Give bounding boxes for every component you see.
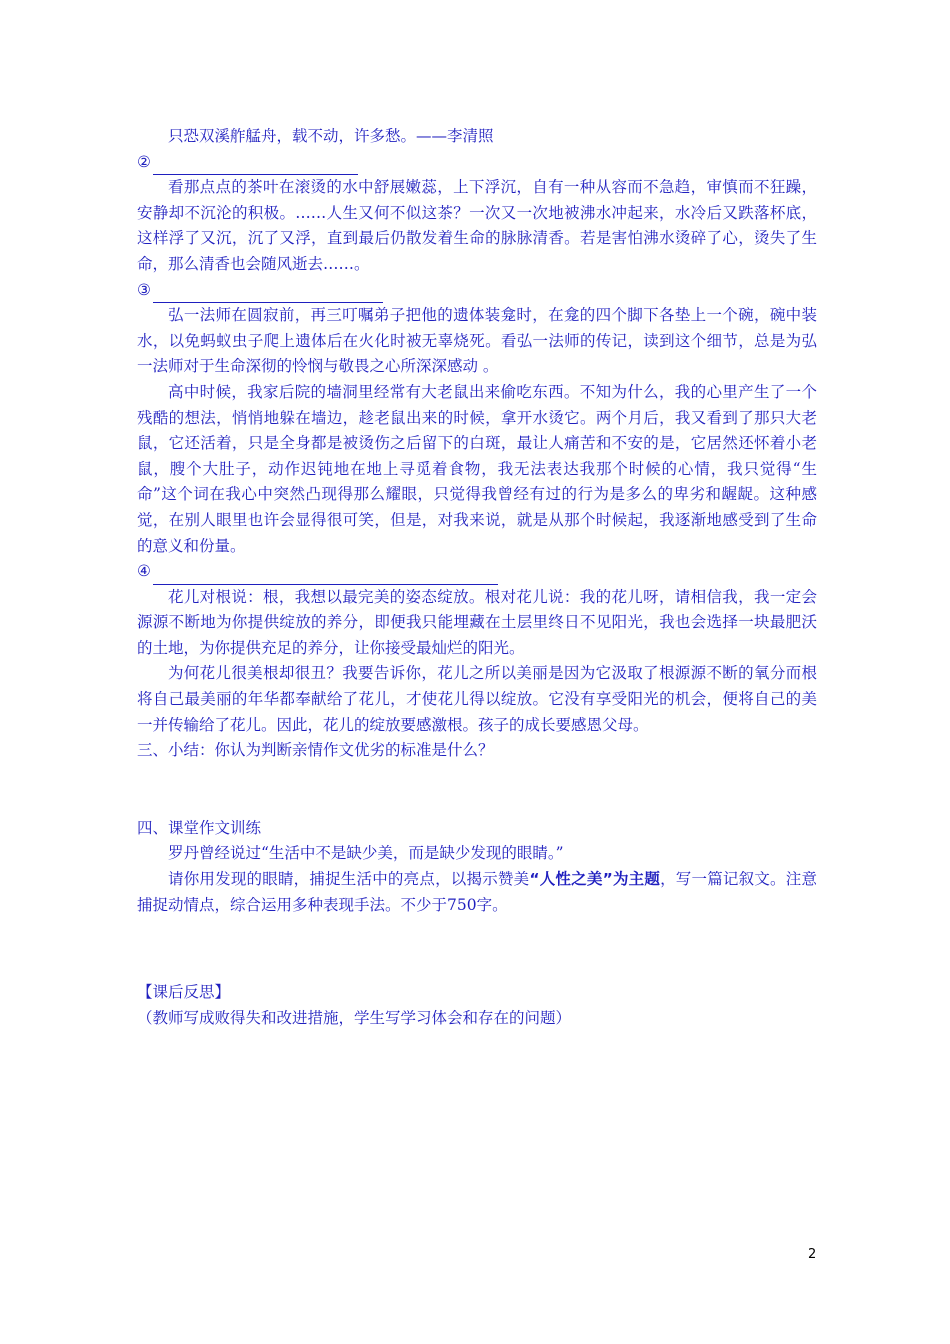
task-text-after: ，写一篇记叙文。注意捕捉动情点，综合运用多种表现手法。不少于750字。 — [137, 870, 817, 914]
blank-line-4 — [137, 559, 817, 585]
blank-line-2 — [137, 150, 817, 176]
fill-in-blank — [153, 284, 383, 303]
page-number: 2 — [808, 1247, 817, 1262]
task-text-before: 请你用发现的眼睛，捕捉生活中的亮点，以揭示赞美 — [168, 870, 530, 889]
task-theme: “人性之美”为主题 — [529, 870, 661, 889]
fill-in-blank — [153, 566, 498, 585]
section-number: ③ — [137, 280, 151, 299]
paragraph-tea: 看那点点的茶叶在滚烫的水中舒展嫩蕊，上下浮沉，自有一种从容而不急趋，审慎而不狂躁，安静却不沉沦的积极。……人生又何不似这茶？一次又一次地被沸水冲起来，水冷后又跌落杯底，这样浮了又沉，沉了又浮，直到最后仍散发着生命的脉脉清香。若是害怕沸水烫碎了心，烫失了生命，那么清香也会随风逝去……。 — [137, 178, 817, 273]
blank-line-3 — [137, 278, 817, 304]
quote-line: 只恐双溪舴艋舟，载不动，许多愁。——李清照 — [168, 127, 494, 145]
reflection-note: （教师写成败得失和改进措施，学生写学习体会和存在的问题） — [137, 1008, 572, 1027]
paragraph-flower-root: 花儿对根说：根，我想以最完美的姿态绽放。根对花儿说：我的花儿呀，请相信我，我一定会源源不断地为你提供绽放的养分，即便我只能埋藏在土层里终日不见阳光，我也会选择一块最肥沃的土地，为你提供充足的养分，让你接受最灿烂的阳光。 — [137, 587, 817, 657]
summary-heading: 三、小结：你认为判断亲情作文优劣的标准是什么？ — [137, 741, 494, 760]
document-body — [137, 124, 817, 1031]
paragraph-mouse: 高中时候，我家后院的墙洞里经常有大老鼠出来偷吃东西。不知为什么，我的心里产生了一个残酷的想法，悄悄地躲在墙边，趁老鼠出来的时候，拿开水烫它。两个月后，我又看到了那只大老鼠，它还活着，只是全身都是被烫伤之后留下的白斑，最让人痛苦和不安的是，它居然还怀着小老鼠，膄个大肚子，动作迟钝地在地上寻觅着食物，我无法表达我那个时候的心情，我只觉得“生命”这个词在我心中突然凸现得那么耀眼，只觉得我曾经有过的行为是多么的卑劣和龌龊。这种感觉，在别人眼里也许会显得很可笑，但是，对我来说，就是从那个时候起，我逐渐地感受到了生命的意义和份量。 — [137, 382, 817, 555]
reflection-heading: 【课后反思】 — [137, 983, 231, 1002]
fill-in-blank — [153, 156, 358, 175]
training-task — [137, 867, 817, 918]
paragraph-hongyi: 弘一法师在圆寂前，再三叮嘱弟子把他的遗体装龛时，在龛的四个脚下各垫上一个碗，碗中装水，以免蚂蚁虫子爬上遗体后在火化时被无辜烧死。看弘一法师的传记，读到这个细节，总是为弘一法师对于生命深彻的怜悯与敬畏之心所深深感动 。 — [137, 306, 817, 376]
training-heading: 四、课堂作文训练 — [137, 818, 262, 837]
section-number: ② — [137, 152, 151, 171]
training-quote: 罗丹曾经说过“生活中不是缺少美，而是缺少发现的眼睛。” — [168, 844, 564, 863]
paragraph-flower-gratitude: 为何花儿很美根却很丑？我要告诉你，花儿之所以美丽是因为它汲取了根源源不断的氧分而根将自己最美丽的年华都奉献给了花儿，才使花儿得以绽放。它没有享受阳光的机会，便将自己的美一并传输给了花儿。因此，花儿的绽放要感激根。孩子的成长要感恩父母。 — [137, 664, 817, 734]
section-number: ④ — [137, 562, 151, 581]
